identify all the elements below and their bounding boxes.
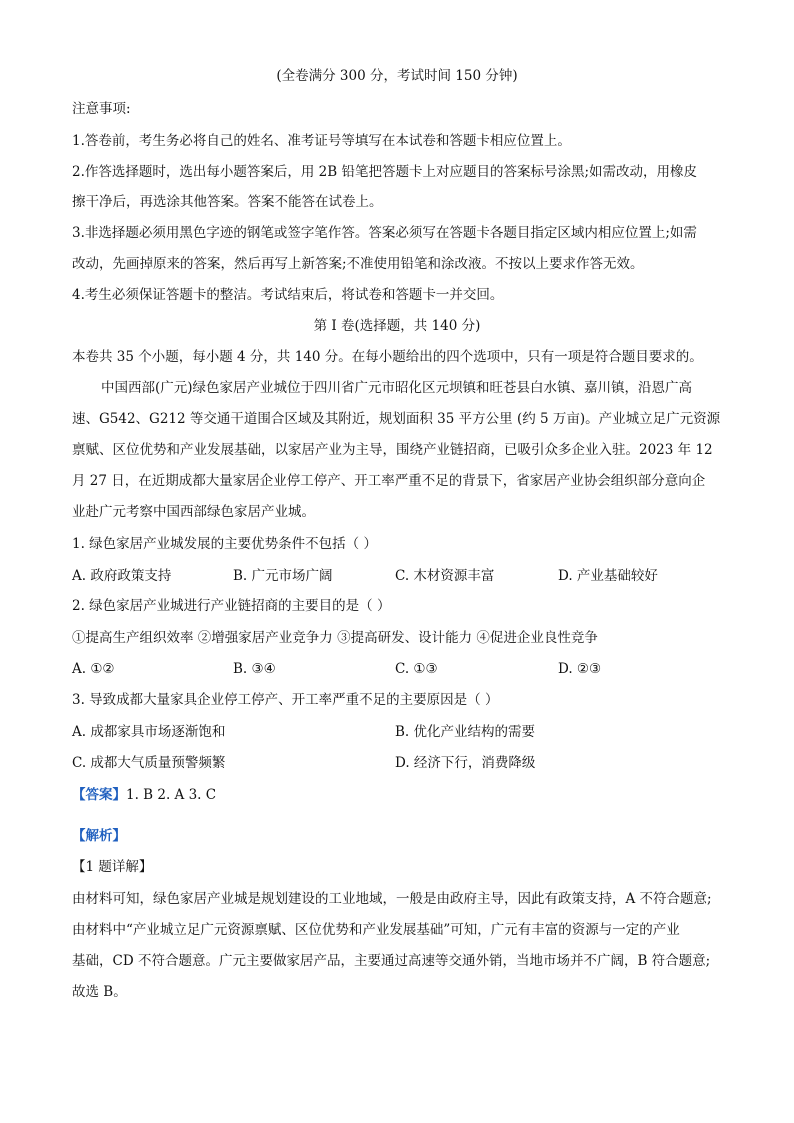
- material-line: 禀赋、区位优势和产业发展基础，以家居产业为主导，围绕产业链招商，已吸引众多企业入驻。2023 年 12: [72, 442, 713, 458]
- notice-title: 注意事项:: [72, 101, 131, 117]
- analysis-label: 【解析】: [72, 828, 126, 844]
- notice-line: 改动，先画掉原来的答案，然后再写上新答案;不准使用铅笔和涂改液。不按以上要求作答无效。: [72, 256, 644, 272]
- material-line: 速、G542、G212 等交通干道围合区域及其附近，规划面积 35 平方公里 (约 5 万亩)。产业城立足广元资源: [72, 411, 721, 427]
- option-a: A. ①②: [72, 661, 115, 677]
- material-line: 业赴广元考察中国西部绿色家居产业城。: [72, 504, 315, 520]
- section-intro: 本卷共 35 个小题，每小题 4 分，共 140 分。在每小题给出的四个选项中，只有一项是符合题目要求的。: [72, 349, 703, 365]
- answer-row: [72, 785, 216, 805]
- material-line: 月 27 日，在近期成都大量家居企业停工停产、开工率严重不足的背景下，省家居产业协会组织部分意向企: [72, 473, 706, 489]
- option-d: D. 产业基础较好: [558, 568, 658, 584]
- answer-values: 1. B 2. A 3. C: [126, 787, 217, 803]
- option-d: D. 经济下行，消费降级: [395, 755, 536, 771]
- option-c: C. ①③: [395, 661, 438, 677]
- option-d: D. ②③: [558, 661, 602, 677]
- option-b: B. 广元市场广阔: [233, 568, 333, 584]
- detail-line: 由材料可知，绿色家居产业城是规划建设的工业地域，一般是由政府主导，因此有政策支持，A 不符合题意;: [72, 891, 712, 907]
- question-stem: 2. 绿色家居产业城进行产业链招商的主要目的是（ ）: [72, 598, 391, 614]
- detail-label: 【1 题详解】: [72, 859, 153, 875]
- notice-line: 4.考生必须保证答题卡的整洁。考试结束后，将试卷和答题卡一并交回。: [72, 287, 504, 303]
- section-title: 第 I 卷(选择题，共 140 分): [313, 318, 481, 334]
- notice-line: 2.作答选择题时，选出每小题答案后，用 2B 铅笔把答题卡上对应题目的答案标号涂黑;如需改动，用橡皮: [72, 164, 698, 180]
- option-c: C. 成都大气质量预警频繁: [72, 755, 226, 771]
- option-b: B. 优化产业结构的需要: [395, 724, 536, 740]
- option-b: B. ③④: [233, 661, 276, 677]
- option-c: C. 木材资源丰富: [395, 568, 495, 584]
- question-stem: 1. 绿色家居产业城发展的主要优势条件不包括（ ）: [72, 536, 377, 552]
- notice-line: 擦干净后，再选涂其他答案。答案不能答在试卷上。: [72, 194, 383, 210]
- option-a: A. 政府政策支持: [72, 568, 172, 584]
- detail-line: 由材料中“产业城立足广元资源禀赋、区位优势和产业发展基础”可知，广元有丰富的资源与一定的产业: [72, 922, 680, 938]
- detail-line: 基础，CD 不符合题意。广元主要做家居产品，主要通过高速等交通外销，当地市场并不广阔，B 符合题意;: [72, 953, 711, 969]
- exam-header: (全卷满分 300 分，考试时间 150 分钟): [276, 68, 518, 84]
- notice-line: 1.答卷前，考生务必将自己的姓名、准考证号等填写在本试卷和答题卡相应位置上。: [72, 133, 571, 149]
- detail-line: 故选 B。: [72, 984, 127, 1000]
- option-a: A. 成都家具市场逐渐饱和: [72, 724, 226, 740]
- question-stem: 3. 导致成都大量家具企业停工停产、开工率严重不足的主要原因是（ ）: [72, 692, 499, 708]
- question-sub-items: ①提高生产组织效率 ②增强家居产业竞争力 ③提高研发、设计能力 ④促进企业良性竞争: [72, 630, 598, 646]
- material-line: 中国西部(广元)绿色家居产业城位于四川省广元市昭化区元坝镇和旺苍县白水镇、嘉川镇，沿恩广高: [101, 380, 693, 396]
- answer-label: 【答案】: [72, 787, 126, 803]
- notice-line: 3.非选择题必须用黑色字迹的钢笔或签字笔作答。答案必须写在答题卡各题目指定区域内相应位置上;如需: [72, 225, 697, 241]
